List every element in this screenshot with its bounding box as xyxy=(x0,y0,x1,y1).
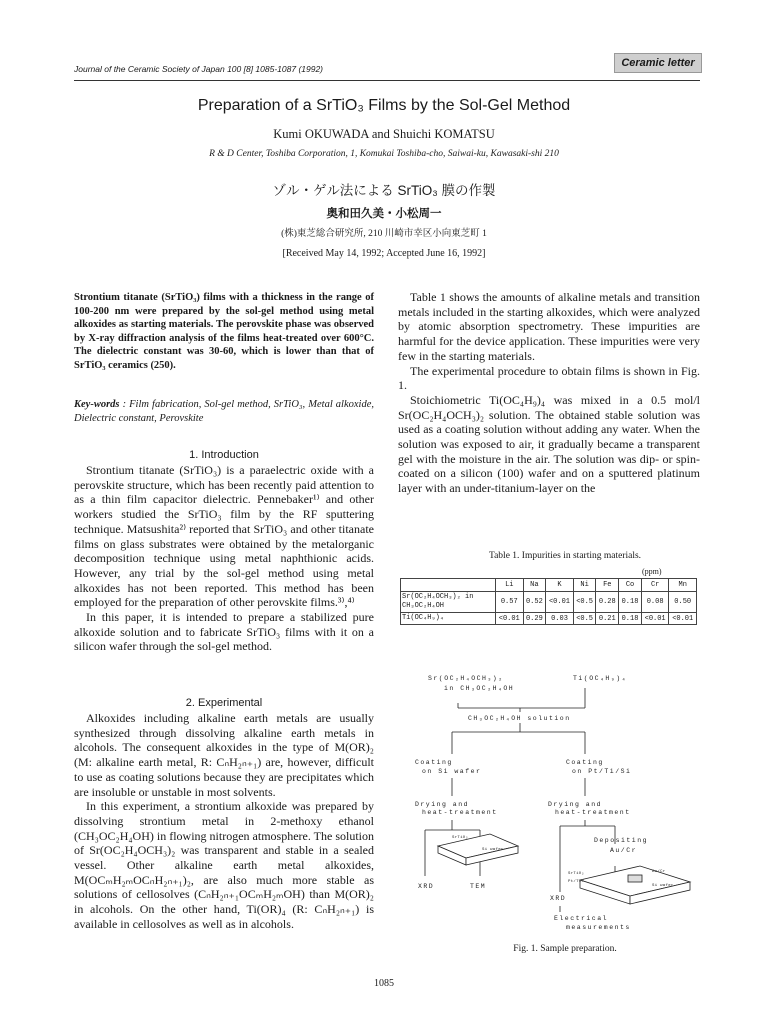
coating-solution-label: CH₃OC₂H₄OH solution xyxy=(468,715,571,722)
affiliation: R & D Center, Toshiba Corporation, 1, Komukai Toshiba-cho, Saiwai-ku, Kawasaki-shi 210 xyxy=(209,149,559,159)
table-cell: <0.01 xyxy=(641,613,669,625)
sr-source-label: Sr(OC₂H₄OCH₃)₂ xyxy=(428,675,504,682)
coating-pt-label-1: Coating xyxy=(566,759,604,766)
impurities-table xyxy=(400,578,697,625)
experimental-paragraph-2: In this experiment, a strontium alkoxide was prepared by dissolving strontium metal in 2-methoxy ethanol (CH₃OC₂H₄OH) in flowing nitrogen atmosphere. The solution of Sr(OC₂H₄OCH₃)₂ was transparent and stable in a sealed vessel. Other alkaline earth metal alkoxides, M(OCₘH₂ₘOCₙH₂ₙ₊₁)₂, are also much more stable as solutions of cellosolves (CₙH₂ₙ₊₁OCₘH₂ₘOH) than M(OR)₂ in alcohols. On the other hand, Ti(OR)₄ (R: CₙH₂ₙ₊₁) is available in cellosolves as well as in alcohols. xyxy=(74,799,374,931)
experimental-body xyxy=(74,711,374,932)
table-cell: 0.18 xyxy=(619,613,642,625)
table-header-row xyxy=(401,579,697,592)
table-row-label: Sr(OC₂H₄OCH₃)₂ in CH₃OC₂H₄OH xyxy=(401,592,496,613)
table-column-header: Ni xyxy=(573,579,596,592)
coating-si-label-2: on Si wafer xyxy=(422,768,482,775)
journal-reference: Journal of the Ceramic Society of Japan 100 [8] 1085-1087 (1992) xyxy=(74,64,324,74)
right-sample-film-label: SrTiO₃ xyxy=(568,872,585,876)
coating-pt-label-2: on Pt/Ti/Si xyxy=(572,768,632,775)
introduction-body xyxy=(74,463,374,654)
electrical-label-1: Electrical xyxy=(554,915,609,922)
right-sample-electrode-stack-label: Pt/Ti/ xyxy=(568,880,585,884)
japanese-affiliation: (株)東芝総合研究所, 210 川崎市幸区小向東芝町 1 xyxy=(281,229,487,239)
depositing-label-1: Depositing xyxy=(594,837,649,844)
table-cell: 0.08 xyxy=(641,592,669,613)
table-row xyxy=(401,592,697,613)
authors: Kumi OKUWADA and Shuichi KOMATSU xyxy=(273,127,495,141)
coating-si-label-1: Coating xyxy=(415,759,453,766)
table-cell: 0.21 xyxy=(596,613,619,625)
drying-left-label-1: Drying and xyxy=(415,801,470,808)
table-row-label: Ti(OC₄H₉)₄ xyxy=(401,613,496,625)
sample-preparation-diagram xyxy=(400,668,700,958)
article-title: Preparation of a SrTiO₃ Films by the Sol-Gel Method xyxy=(197,97,571,114)
introduction-paragraph-1: Strontium titanate (SrTiO₃) is a paraelectric oxide with a perovskite structure, which has been recently paid attention to as a thin film capacitor dielectric. Pennebaker¹⁾ and other workers studied the SrTiO₃ film by the RF sputtering technique. Matsushita²⁾ reported that SrTiO₃ and other titanate films on glass substrates were obtained by the metalorganic decomposition technique using metal naphthionic acids. However, any trial by the sol-gel method using metal alkoxides has not been reported. This method has been employed for the preparation of other perovskite films.³⁾,⁴⁾ xyxy=(74,463,374,610)
electrical-label-2: measurements xyxy=(566,924,631,931)
received-dates: [Received May 14, 1992; Accepted June 16, 1992] xyxy=(282,248,486,259)
japanese-authors: 奥和田久美・小松周一 xyxy=(326,208,442,220)
japanese-title: ゾル・ゲル法による SrTiO₃ 膜の作製 xyxy=(272,183,496,198)
table-column-header: Li xyxy=(496,579,524,592)
right-paragraph-3: Stoichiometric Ti(OC₄H₉)₄ was mixed in a 0.5 mol/l Sr(OC₂H₄OCH₃)₂ solution. The obtained stable solution was used as a coating solution without adding any water. When the solution was exposed to air, it gradually became a transparent gel with the moisture in the air. The solution was dip- or spin-coated on a silicon (100) wafer and on a sputtered platinum layer with an under-titanium-layer on the xyxy=(398,392,700,496)
table-corner xyxy=(401,579,496,592)
keywords-label: Key-words xyxy=(74,399,120,410)
drying-right-label-2: heat-treatment xyxy=(555,809,631,816)
table-unit: (ppm) xyxy=(642,567,662,576)
drying-right-label-1: Drying and xyxy=(548,801,603,808)
table-cell: <0.5 xyxy=(573,613,596,625)
table-caption: Table 1. Impurities in starting materials. xyxy=(488,551,642,561)
drying-left-label-2: heat-treatment xyxy=(422,809,498,816)
table-cell: 0.50 xyxy=(669,592,697,613)
table-column-header: K xyxy=(546,579,574,592)
xrd-right-label: XRD xyxy=(550,895,567,902)
right-sample-substrate-label: Si wafer xyxy=(652,884,674,888)
right-column-body xyxy=(398,290,700,496)
table-row xyxy=(401,613,697,625)
table-cell: <0.01 xyxy=(496,613,524,625)
introduction-heading: 1. Introduction xyxy=(189,449,259,461)
left-sample-substrate-label: Si wafer xyxy=(482,848,504,852)
depositing-label-2: Au/Cr xyxy=(610,847,638,854)
table-column-header: Na xyxy=(523,579,546,592)
right-sample-electrode-label: Au/Cr xyxy=(652,870,666,874)
table-cell: <0.01 xyxy=(669,613,697,625)
tem-label: TEM xyxy=(470,883,487,890)
table-column-header: Cr xyxy=(641,579,669,592)
page-number: 1085 xyxy=(374,978,394,989)
figure-caption: Fig. 1. Sample preparation. xyxy=(513,944,617,954)
xrd-left-label: XRD xyxy=(418,883,435,890)
experimental-heading: 2. Experimental xyxy=(185,697,263,709)
article-type-badge: Ceramic letter xyxy=(614,53,702,73)
table-cell: 0.57 xyxy=(496,592,524,613)
sr-solvent-label: in CH₃OC₂H₄OH xyxy=(444,685,515,692)
right-paragraph-1: Table 1 shows the amounts of alkaline metals and transition metals included in the starting alkoxides, which were analyzed by atomic absorption spectrometry. These impurities are harmful for the device application. These impurities were very few in the starting materials. xyxy=(398,290,700,363)
table-cell: 0.28 xyxy=(596,592,619,613)
right-paragraph-2: The experimental procedure to obtain films is shown in Fig. 1. xyxy=(398,363,700,393)
header-divider xyxy=(74,80,700,81)
table-column-header: Mn xyxy=(669,579,697,592)
table-cell: 0.29 xyxy=(523,613,546,625)
table-cell: <0.5 xyxy=(573,592,596,613)
abstract: Strontium titanate (SrTiO₃) films with a thickness in the range of 100-200 nm were prepared by the sol-gel method using metal alkoxides as starting materials. The perovskite phase was observed by X-ray diffraction analysis of the films heat-treated over 600°C. The dielectric constant was 30-60, which is lower than that of SrTiO₃ ceramics (250). xyxy=(74,292,374,371)
table-cell: 0.52 xyxy=(523,592,546,613)
keywords-list: : Film fabrication, Sol-gel method, SrTiO₃, Metal alkoxide, Dielectric constant, Perovskite xyxy=(74,399,374,424)
introduction-paragraph-2: In this paper, it is intended to prepare a stabilized pure alkoxide solution and to fabricate SrTiO₃ films with it on a silicon wafer through the sol-gel method. xyxy=(74,610,374,654)
table-column-header: Co xyxy=(619,579,642,592)
table-cell: <0.01 xyxy=(546,592,574,613)
table-cell: 0.03 xyxy=(546,613,574,625)
table-cell: 0.18 xyxy=(619,592,642,613)
left-sample-film-label: SrTiO₃ xyxy=(452,836,469,840)
experimental-paragraph-1: Alkoxides including alkaline earth metals are usually synthesized through dissolving alkaline earth metals in alcohols. The consequent alkoxides in the type of M(OR)₂ (M: alkaline earth metal, R: CₙH₂ₙ₊₁) are, however, difficult to use as coating solutions because they are precipitates which are insoluble or unstable in most solvents. xyxy=(74,711,374,799)
ti-source-label: Ti(OC₄H₉)₄ xyxy=(573,675,628,682)
table-column-header: Fe xyxy=(596,579,619,592)
keywords xyxy=(74,398,374,425)
